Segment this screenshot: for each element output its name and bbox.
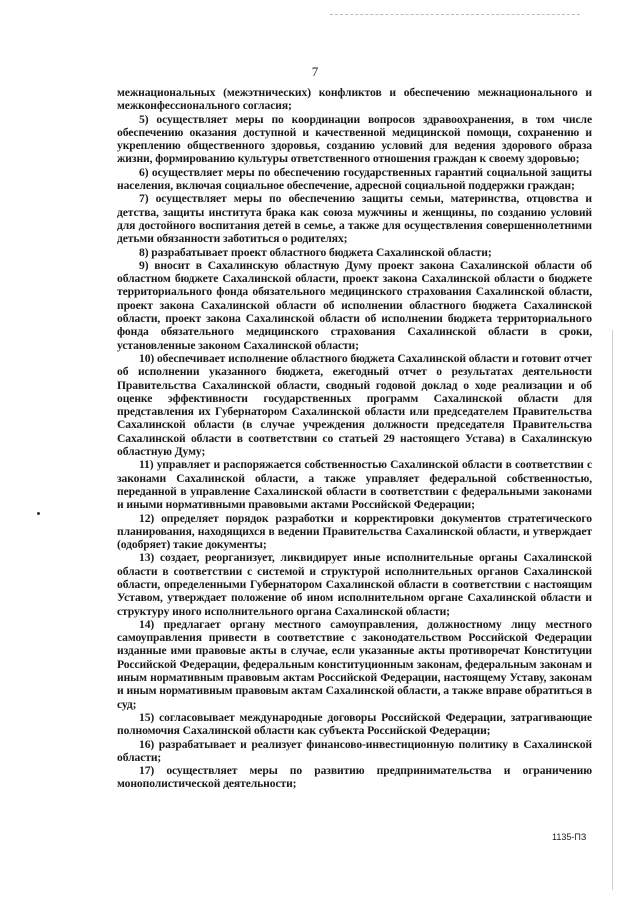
paragraph: 17) осуществляет меры по развитию предпринимательства и ограничению монополистической деятельности; (117, 764, 592, 791)
paragraph: 13) создает, реорганизует, ликвидирует иные исполнительные органы Сахалинской области в соответствии с системой и структурой исполнительных органов Сахалинской области, определенными Губернатором Сахалинской области в соответствии с настоящим Уставом, утверждает положение об ином исполнительном органе Сахалинской области и структуру иного исполнительного органа Сахалинской области; (117, 551, 592, 618)
paragraph: 7) осуществляет меры по обеспечению защиты семьи, материнства, отцовства и детства, защиты института брака как союза мужчины и женщины, по созданию условий для достойного воспитания детей в семье, а также для осуществления совершеннолетними детьми обязанности заботиться о родителях; (117, 192, 592, 246)
paragraph: 14) предлагает органу местного самоуправления, должностному лицу местного самоуправления привести в соответствие с законодательством Российской Федерации изданные ими правовые акты в случае, если указанные акты противоречат Конституции Российской Федерации, федеральным конституционным законам, федеральным законам и иным нормативным правовым актам Российской Федерации, настоящему Уставу, законам и иным нормативным правовым актам Сахалинской области, а также вправе обратиться в суд; (117, 617, 592, 711)
document-body (117, 86, 592, 791)
paragraph: 12) определяет порядок разработки и корректировки документов стратегического планирования, находящихся в ведении Правительства Сахалинской области, и утверждает (одобряет) такие документы; (117, 511, 592, 552)
paragraph: 6) осуществляет меры по обеспечению государственных гарантий социальной защиты населения, включая социальное обеспечение, адресной социальной поддержки граждан; (117, 165, 592, 193)
scan-edge-top (330, 14, 580, 15)
paragraph: 16) разрабатывает и реализует финансово-инвестиционную политику в Сахалинской области; (117, 737, 592, 764)
paragraph: 15) согласовывает международные договоры Российской Федерации, затрагивающие полномочия Сахалинской области как субъекта Российской Федерации; (117, 710, 592, 738)
paragraph: 9) вносит в Сахалинскую областную Думу проект закона Сахалинской области об областном бюджете Сахалинской области, проект закона Сахалинской области о бюджете территориального фонда обязательного медицинского страхования Сахалинской области, проект закона Сахалинской области об исполнении областного бюджета Сахалинской области, проект закона Сахалинской области об исполнении бюджета территориального фонда обязательного медицинского страхования Сахалинской области в сроки, установленные законом Сахалинской области; (117, 258, 592, 352)
paragraph: 11) управляет и распоряжается собственностью Сахалинской области в соответствии с законами Сахалинской области, а также управляет федеральной собственностью, переданной в управление Сахалинской области в соответствии с федеральными законами и иными нормативными правовыми актами Российской Федерации; (117, 458, 592, 512)
paragraph: межнациональных (межэтнических) конфликтов и обеспечению межнационального и межконфессионального согласия; (117, 86, 592, 113)
scan-speck (37, 512, 40, 515)
paragraph: 8) разрабатывает проект областного бюджета Сахалинской области; (139, 245, 492, 259)
paragraph: 10) обеспечивает исполнение областного бюджета Сахалинской области и готовит отчет об исполнении указанного бюджета, ежегодный отчет о результатах деятельности Правительства Сахалинской области, сводный годовой доклад о ходе реализации и об оценке эффективности государственных программ Сахалинской области для представления их Губернатором Сахалинской области или председателем Правительства Сахалинской области (в случае учреждения должности председателя Правительства Сахалинской области в соответствии со статьей 29 настоящего Устава) в Сахалинскую областную Думу; (117, 351, 593, 459)
scan-edge-right (612, 330, 613, 890)
paragraph: 5) осуществляет меры по координации вопросов здравоохранения, в том числе обеспечению оказания доступной и качественной медицинской помощи, сохранению и укреплению общественного здоровья, созданию условий для ведения здорового образа жизни, формированию культуры ответственного отношения граждан к своему здоровью; (117, 112, 592, 166)
document-code: 1135-ПЗ (552, 832, 587, 842)
page-number: 7 (311, 64, 319, 79)
